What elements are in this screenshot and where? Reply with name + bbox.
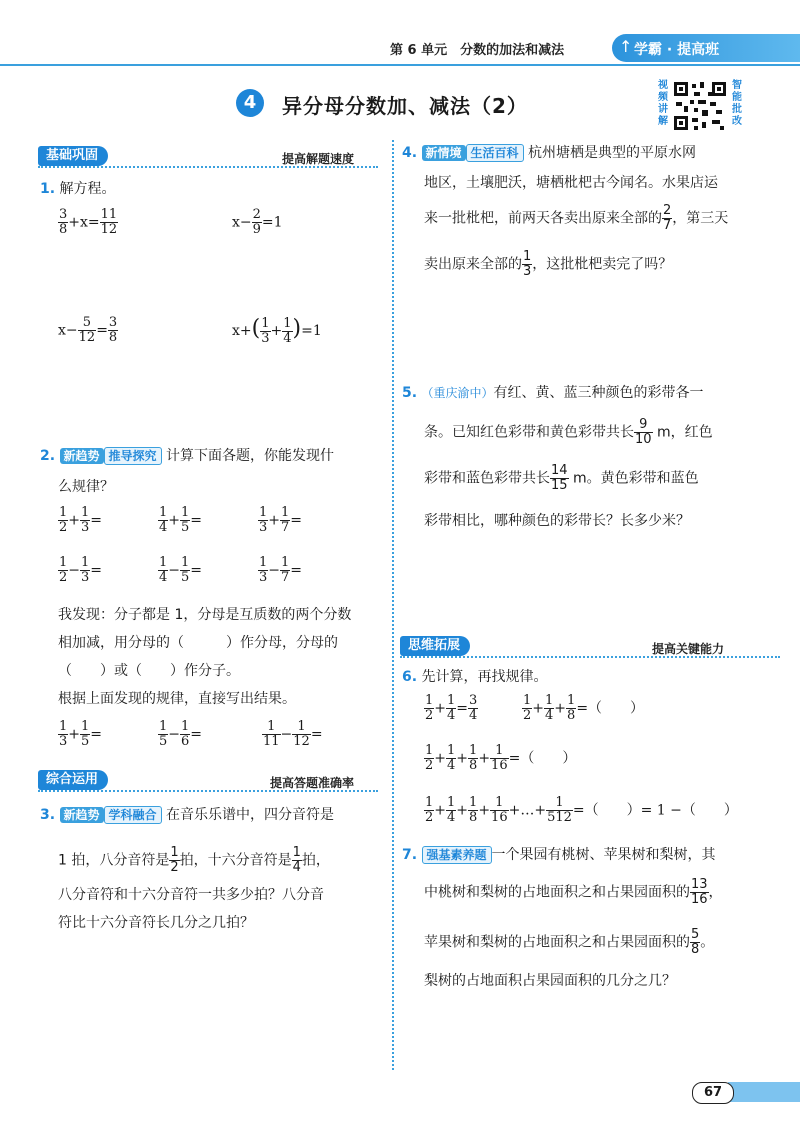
- question-7-line-4: 梨树的占地面积占果园面积的几分之几？: [424, 973, 676, 989]
- region-tag: （重庆渝中）: [421, 386, 494, 400]
- qr-right-label: 智能批改: [732, 80, 742, 127]
- lesson-title: 异分母分数加、减法（2）: [282, 94, 528, 118]
- question-4-line-2: 地区，土壤肥沃，塘栖枇杷古今闻名。水果店运: [424, 175, 718, 191]
- question-number: 4.: [402, 145, 418, 161]
- sub-expr-2: $\frac{1}{4}$ − $\frac{1}{5}$ =: [159, 555, 203, 585]
- equation-1: $\frac{3}{8}$ +x= $\frac{11}{12}$: [59, 207, 118, 237]
- brand-banner: [612, 34, 800, 62]
- equation-2: x− $\frac{2}{9}$ =1: [232, 207, 283, 237]
- question-3: [40, 806, 385, 824]
- unit-title: 第 6 单元 分数的加法和减法: [390, 43, 565, 58]
- question-6: [402, 668, 548, 686]
- sub-expr-3: $\frac{1}{3}$ − $\frac{1}{7}$ =: [259, 555, 303, 585]
- question-5-line-4: 彩带相比，哪种颜色的彩带长？长多少米？: [424, 513, 690, 529]
- question-text-2: 么规律？: [58, 479, 114, 495]
- final-expr-1: $\frac{1}{3}$ + $\frac{1}{5}$ =: [59, 719, 103, 749]
- section-comprehensive-right: 提高答题准确率: [270, 776, 355, 790]
- question-4: [402, 144, 782, 162]
- section-underline: [400, 656, 780, 658]
- section-underline: [38, 166, 378, 168]
- question-number: 7.: [402, 847, 418, 863]
- question-text: 杭州塘栖是典型的平原水网: [528, 145, 696, 161]
- question-text: 先计算，再找规律。: [421, 669, 548, 685]
- finding-line-3: （ ）或（ ）作分子。: [58, 663, 240, 679]
- page-bar: [728, 1082, 800, 1102]
- page-number: 67: [692, 1082, 734, 1104]
- finding-line-2: 相加减，用分母的（ ）作分母，分母的: [58, 635, 338, 651]
- section-thinking-label: 思维拓展: [400, 636, 470, 656]
- question-number: 5.: [402, 385, 418, 401]
- pattern-1: $\frac{1}{2}$ + $\frac{1}{4}$ = $\frac{3}{4}$: [425, 693, 478, 723]
- lesson-number: 4: [236, 89, 264, 117]
- question-text: 有红、黄、蓝三种颜色的彩带各一: [493, 385, 704, 401]
- badge-topic: 推导探究: [104, 447, 162, 465]
- pattern-4: $\frac{1}{2}$ + $\frac{1}{4}$ + $\frac{1}{8}$ + $\frac{1}{16}$ +…+ $\frac{1}{512}$ =（ ）= 1 −（ ）: [425, 795, 738, 825]
- question-5-line-3: 彩带和蓝色彩带共长 $\frac{14}{15}$ m。黄色彩带和蓝色: [424, 463, 699, 493]
- final-expr-3: $\frac{1}{11}$ − $\frac{1}{12}$ =: [263, 719, 323, 749]
- question-7-line-3: 苹果树和梨树的占地面积之和占果园面积的 $\frac{5}{8}$ 。: [424, 927, 715, 957]
- badge-scenario: 新情境: [422, 145, 466, 161]
- question-text: 一个果园有桃树、苹果树和梨树，其: [491, 847, 716, 863]
- add-expr-2: $\frac{1}{4}$ + $\frac{1}{5}$ =: [159, 505, 203, 535]
- equation-4: x+( $\frac{1}{3}$ + $\frac{1}{4}$ )=1: [232, 315, 322, 346]
- question-1: [40, 180, 116, 198]
- section-comprehensive-label: 综合运用: [38, 770, 108, 790]
- question-text: 计算下面各题，你能发现什: [166, 448, 334, 464]
- final-expr-2: $\frac{1}{5}$ − $\frac{1}{6}$ =: [159, 719, 203, 749]
- badge-trend: 新趋势: [60, 448, 104, 464]
- badge-trend: 新趋势: [60, 807, 104, 823]
- qr-code-icon[interactable]: [672, 80, 728, 132]
- question-text: 解方程。: [59, 181, 116, 197]
- question-2: [40, 447, 385, 465]
- question-4-line-3: 来一批枇杷，前两天各卖出原来全部的 $\frac{2}{7}$ ，第三天: [424, 203, 729, 233]
- section-thinking-right: 提高关键能力: [652, 642, 725, 656]
- section-basic-label: 基础巩固: [38, 146, 108, 166]
- question-3-line-3: 八分音符和十六分音符一共多少拍？八分音: [58, 887, 324, 903]
- pattern-2: $\frac{1}{2}$ + $\frac{1}{4}$ + $\frac{1}{8}$ =（ ）: [523, 693, 645, 723]
- sub-expr-1: $\frac{1}{2}$ − $\frac{1}{3}$ =: [59, 555, 103, 585]
- question-7: [402, 846, 787, 864]
- finding-line-1: 我发现：分子都是 1，分母是互质数的两个分数: [58, 607, 352, 623]
- badge-topic: 生活百科: [466, 144, 524, 162]
- question-5: [402, 384, 782, 402]
- question-3-line-2: 1 拍，八分音符是 $\frac{1}{2}$ 拍，十六分音符是 $\frac{1}{4}$ 拍，: [58, 845, 330, 875]
- question-4-line-4: 卖出原来全部的 $\frac{1}{3}$ ，这批枇杷卖完了吗？: [424, 249, 673, 279]
- badge-core: 强基素养题: [422, 846, 492, 864]
- question-number: 1.: [40, 181, 56, 197]
- add-expr-3: $\frac{1}{3}$ + $\frac{1}{7}$ =: [259, 505, 303, 535]
- question-3-line-4: 符比十六分音符长几分之几拍？: [58, 915, 254, 931]
- question-text: 在音乐乐谱中，四分音符是: [166, 807, 334, 823]
- question-5-line-2: 条。已知红色彩带和黄色彩带共长 $\frac{9}{10}$ m，红色: [424, 417, 713, 447]
- rule-text: 根据上面发现的规律，直接写出结果。: [58, 691, 296, 707]
- column-divider: [392, 140, 394, 1070]
- equation-3: x− $\frac{5}{12}$ = $\frac{3}{8}$: [58, 315, 118, 345]
- question-number: 3.: [40, 807, 56, 823]
- question-number: 2.: [40, 448, 56, 464]
- badge-topic: 学科融合: [104, 806, 162, 824]
- arrow-up-icon: ↑: [619, 37, 633, 56]
- section-basic-right: 提高解题速度: [282, 152, 355, 166]
- add-expr-1: $\frac{1}{2}$ + $\frac{1}{3}$ =: [59, 505, 103, 535]
- section-underline: [38, 790, 378, 792]
- brand-text: 学霸 · 提高班: [634, 42, 720, 58]
- question-number: 6.: [402, 669, 418, 685]
- qr-left-label: 视频讲解: [658, 80, 668, 127]
- question-7-line-2: 中桃树和梨树的占地面积之和占果园面积的 $\frac{13}{16}$ ，: [424, 877, 723, 907]
- pattern-3: $\frac{1}{2}$ + $\frac{1}{4}$ + $\frac{1}{8}$ + $\frac{1}{16}$ =（ ）: [425, 743, 577, 773]
